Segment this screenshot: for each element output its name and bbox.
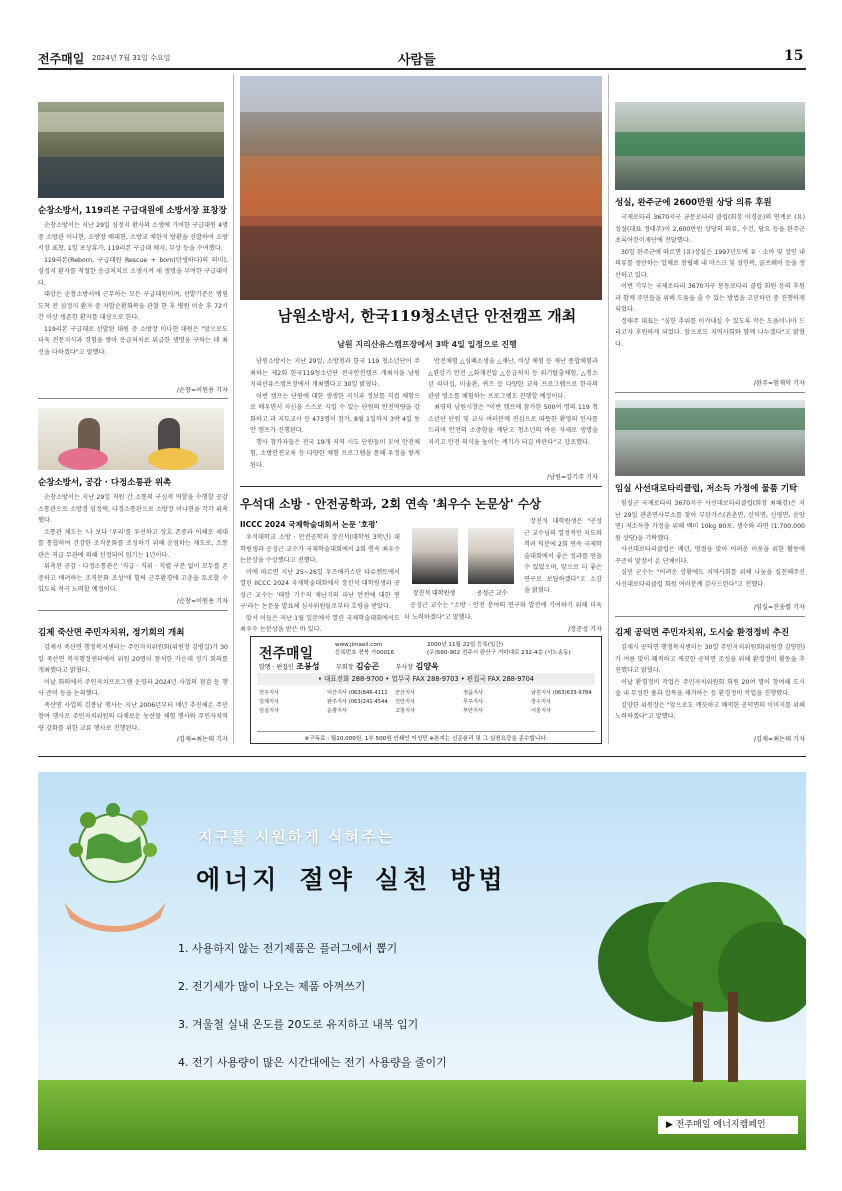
left1-body: 순창소방서는 지난 29일 심정지 환자의 소생에 기여한 구급대원 4명 중 소방관 이나현, 소방장 배대현, 소방교 채한석 방환을 선발하여 소방서장 표창, 1일 포상휴가, 119리본 구급대 배지, 부상 등을 수여했다. 119리본(Reborn, 구급대원 Rescue + born(탄생하다)의 의미), 심정지 환자를 적절한 응급처치로 소생시켜 새 생명을 부여한 구급대이다. 대상은 순창소방서에 근무하는 모든 구급대원이며, 선발기준은 병원 도착 전 심정지 환자 중 자발순환회복을 관찰 한 후 병원 이송 후 72시간 이상 생존한 환자를 대상으로 한다. 119리본 구급대로 선발된 대원 중 소방장 이나현 대원은 "앞으로도 더욱 전문지식과 경험을 쌓아 응급처치로 위급한 생명을 구하는 데 최선을 다하겠다"고 말했다. — [38, 222, 228, 356]
energy-campaign-banner — [38, 772, 806, 1150]
tree-trunk — [728, 992, 738, 1082]
tree-trunk — [693, 1002, 703, 1082]
energy-item: 4. 전기 사용량이 많은 시간대에는 전기 사용량을 줄이기 — [178, 1056, 447, 1069]
divider — [38, 610, 228, 611]
center2-headline: 우석대 소방 · 안전공학과, 2회 연속 '최우수 논문상' 수상 — [240, 497, 541, 511]
left2-byline: /순창=이원용 기자 — [176, 598, 228, 605]
firefighters-photo — [38, 102, 224, 198]
divider — [615, 392, 805, 393]
award-photo — [38, 408, 224, 470]
energy-item: 2. 전기세가 많이 나오는 제품 아껴쓰기 — [178, 980, 366, 993]
left1-headline: 순창소방서, 119리본 구급대원에 소방서장 표창장 — [38, 206, 227, 216]
center1-body-b: 안전체험 △심폐소생술 △재난, 비상 체험 등 재난 종합체험과 △완강기 안전 △화재진압 △응급처치 등 위기탈출체험, △청소년 리더십, 미술관, 퀴즈 등 다양한 교육 프로그램으로 한국의 관광 명소를 체험하는 프로그램도 진행할 예정이다. 최영덕 남원시장은 "이번 캠프에 참가한 500여 명의 119 청소년단 단원 및 교사 여러분께 진심으로 따뜻한 환영의 인사를 드리며 안전의 소중함을 깨닫고 청소년의 바른 자세로 생명을 지키고 안전 의식을 높이는 계기가 되길 바란다"고 강조했다. — [428, 358, 598, 446]
section-title: 사람들 — [398, 53, 436, 68]
divider — [615, 616, 805, 617]
left3-headline: 김제 죽산면 주민자치위, 정기회의 개최 — [38, 628, 185, 638]
branch-grid: 전주지사 익산지사 (063)846-4112 군산지사 정읍지사 남원지사 (063)633-9784 김제지사 완주지사 (063)241-4544 진안지사 무주지사 장수지사 임실지사 순창지사 고창지사 부안지사 서울지사 — [259, 690, 592, 714]
right2-byline: /임실=진웅렬 기자 — [753, 604, 805, 611]
portrait-1 — [412, 528, 458, 584]
energy-title-1: 지구를 시원하게 식혀주는 — [198, 828, 394, 846]
left2-body: 순창소방서는 지난 29일 직원 간 소통의 구심적 역할을 수행할 공감소통관으로 소방경 임정택, 다정소통관으로 소방장 이나현을 각각 위촉했다. 소통관 제도는 '나 보다 '우리'를 우선하고 상호 존중과 이해로 세대를 통합하여 건강한 조직문화를 조성하기 위해 운영하는 제도로, 소통관은 직급 무관에 의해 선정되어 임기는 1년이다. 위촉된 공감 · 다정소통관은 '직급 · 직위 · 직렬 구분 없이 모두를 존중하고 배려하는 조직문화 조성'에 힘써 근무환경에 고충을 토로할 수 있도록 적극 노력할 예정이다. — [38, 494, 228, 593]
left1-byline: /순창=이원용 기자 — [176, 387, 228, 394]
left2-headline: 순창소방서, 공감 · 다정소통관 위촉 — [38, 478, 172, 488]
energy-item: 3. 겨울철 실내 온도를 20도로 유지하고 내복 입기 — [178, 1018, 419, 1031]
center2-body-b: 장진석 대학원생은 "공성근 교수님의 열정적인 지도와 격려 덕분에 2회 연속 국제학술대회에서 좋은 성과를 얻을 수 있었으며, 앞으로 더 좋은 연구로 보답하겠다"고 소감을 밝혔다. — [524, 518, 602, 594]
masthead-logo: 전주매일 — [259, 646, 314, 662]
rotary-photo — [615, 400, 805, 476]
right3-headline: 김제 공덕면 주민자치위, 도시숲 환경정비 추진 — [615, 628, 790, 638]
energy-item: 1. 사용하지 않는 전기제품은 플러그에서 뽑기 — [178, 942, 398, 955]
section-divider — [38, 756, 806, 757]
masthead-footer: ※구독료 : 월10,000원, 1부 500원 인쇄인 이성민 ※본지는 신문윤리 및 그 실천요강을 준수합니다. — [257, 731, 595, 742]
right2-body: 임실군 국제로타리 3670지구 사선대로타리클럽(회장 최혜경)은 지난 29일 관촌면사무소를 찾아 부탄가스(관촌면, 신덕면, 신평면, 운암면) 저소득층 가정을 위해 백미 10kg 80포, 생수와 라면 (1,700,000원 상당)을 기탁했다. 사선대로타리클럽은 매년, 명절을 맞아 어려운 이웃을 위한 활동에 꾸준히 앞장서 온 단체이다. 심민 군수는 "어려운 상황에도 지역사회를 위해 나눔을 실천해주신 사선대로타리클럽 회원 여러분께 감사드린다"고 전했다. — [615, 500, 805, 588]
left3-body: 김제시 죽산면 행정복지센터는 주민자치위원회(위원장 김병길)가 30일 죽산면 복지행정센터에서 위원 20명이 참석한 가운데 정기 회의를 개최했다고 밝혔다. 이날 회의에서 주민자치프로그램 운영과 2024년 사업의 점검 등 행사 준비 등을 논의했다. 죽산면 사업의 김종남 행사는 지난 2006년부터 매년 추진해온 주민 참여 행사로 주민자치위원의 다채로운 농산물 체험 행사와 주민자치역량 강화를 위한 교류 행사로 진행된다. — [38, 644, 228, 732]
energy-title-2: 에너지 절약 실천 방법 — [196, 865, 507, 894]
masthead-contacts: • 대표전화 288-9700 • 업무국 FAX 288-9703 • 편집국 FAX 288-9704 — [257, 673, 595, 685]
center1-byline: /남원=김기주 기자 — [546, 474, 598, 481]
portrait-1-caption: 장진석 대학원생 — [412, 590, 456, 597]
header-rule — [38, 68, 806, 70]
center2-sub: IICCC 2024 국제학술대회서 논문 '호평' — [240, 520, 378, 529]
right1-byline: /완주=엄재덕 기자 — [753, 380, 805, 387]
masthead-info2: (우)560-902 전주시 완산구 거마대로 232-4층 (서노송동) — [427, 650, 571, 656]
page-number: 15 — [784, 48, 804, 64]
right1-headline: 성실, 완주군에 2600만원 상당 의류 후원 — [615, 198, 772, 208]
right1-body: 국제로타리 3670지구 금문로타리 클럽(회장 이경윤)의 연계로 (유)성실(대표 정태주)이 2,600만원 상당의 의류, 수건, 담요 등을 완주군 초록어린이재단에 전달했다. 30일 완주군에 따르면 (유)성실은 1997년도에 유 · 소아 및 성인 내의류를 생산하는 업체로 창립해 내 마스크 및 성인복, 골프웨어 등을 생산하고 있다. 이번 기부는 국제로타리 3670지구 봉동로타리 클럽 회원 등의 후원과 함께 주민들을 위해 도움을 줄 수 있는 방법을 고민하던 중 진행하게 되었다. 정태주 대표는 "심한 추위를 이겨내실 수 있도록 작은 도움이나마 드리고자 후원하게 되었다. 앞으로도 지역사회와 함께 나누겠다"고 밝혔다. — [615, 214, 805, 348]
right2-headline: 임실 사선대로타리클럽, 저소득 가정에 물품 기탁 — [615, 484, 798, 494]
column-rule — [233, 74, 234, 744]
center1-body-a: 남원소방서는 지난 29일, 소방청과 한국 119 청소년단이 주최하는 제2회 한국119청소년단 전국안전캠프 개최식을 남원 지리산유스캠프장에서 개최했다고 30일 밝혔다. 이번 캠프는 단원에 대한 생생한 지식과 정보를 직접 체험으로 배우면서 자신을 스스로 지킬 수 있는 단원의 안전역량을 강화하고 과 지도교사 등 473명이 참가, 8월 1일까지 3박 4일 동안 캠프가 진행된다. 행사 참가자들은 전국 19개 지역 시도 단원들이 모여 안전체험, 소방안전교육 등 다양한 체험 프로그램을 통해 우정을 쌓게 된다. — [250, 358, 420, 469]
divider — [38, 398, 228, 399]
masthead-staff: 발행 · 편집인 조봉성 부회장 김승곤 부사장 김양옥 — [259, 662, 439, 671]
divider — [240, 486, 602, 487]
masthead-reg: 등록번호 전북 가00016 — [335, 650, 395, 656]
grass-field — [38, 1080, 806, 1150]
center1-sub: 남원 지리산유스캠프장에서 3박 4일 일정으로 진행 — [337, 340, 517, 349]
portrait-2-caption: 공성근 교수 — [476, 590, 508, 597]
column-rule — [608, 74, 609, 744]
energy-campaign-footer: ▶ 전주매일 에너지캠페인 — [658, 1116, 798, 1134]
issue-date: 2024년 7월 31일 수요일 — [92, 54, 171, 62]
masthead-url: www.jimaeil.com — [335, 642, 383, 648]
paper-logo: 전주매일 — [38, 52, 85, 66]
masthead-info1: 2000년 11월 22일 등록(일간) — [427, 642, 503, 648]
center2-body-c: 공성근 교수는 "소방 · 안전 분야의 연구와 발전에 기여하기 위해 더욱 더 노력하겠다"고 말했다. — [404, 602, 602, 621]
masthead-box — [250, 636, 602, 744]
left3-byline: /김제=최논태 기자 — [176, 736, 228, 743]
portrait-2 — [468, 528, 514, 584]
center1-headline: 남원소방서, 한국119청소년단 안전캠프 개최 — [277, 307, 577, 325]
camp-photo — [240, 76, 602, 300]
center2-byline: /정준성 기자 — [568, 626, 602, 633]
center2-body-a: 우석대학교 소방 · 안전공학과 장진석(대학원 3학년) 대학원생과 공성근 교수가 국제학술대회에서 2회 연속 최우수 논문상을 수상했다고 전했다. 이에 따르면 지난 25~26일 우즈베키스탄 타슈켄트에서 열린 IICCC 2024 국제학술대회에서 장진석 대학원생과 공성근 교수는 '태양 기수저 재난기의 피난 안전에 대한 연구'라는 논문을 발표해 심사위원들로부터 호평을 받았다. 앞서 이들은 지난 1월 일본에서 열린 국제학술대회에서도 최우수 논문상을 받은 바 있다. — [240, 534, 400, 633]
donation-photo — [615, 102, 805, 190]
hands-icon — [60, 892, 170, 932]
right3-body: 김제시 공덕면 행정복지센터는 30일 주민자치위원회(위원장 김양한)가 여름 맞이 쾌적하고 깨끗한 공덕면 조성을 위해 환경정비 활동을 추진했다고 밝혔다. 이날 환경정비 작업은 주민자치위원회 회원 20여 명이 참여해 도시숲 내 무성한 풀과 잡목을 제거하는 등 환경정비 작업을 진행했다. 김양한 위원장은 "앞으로도 깨끗하고 쾌적한 공덕면의 이미지를 위해 노력하겠다"고 말했다. — [615, 644, 805, 720]
right3-byline: /김제=최논태 기자 — [753, 736, 805, 743]
